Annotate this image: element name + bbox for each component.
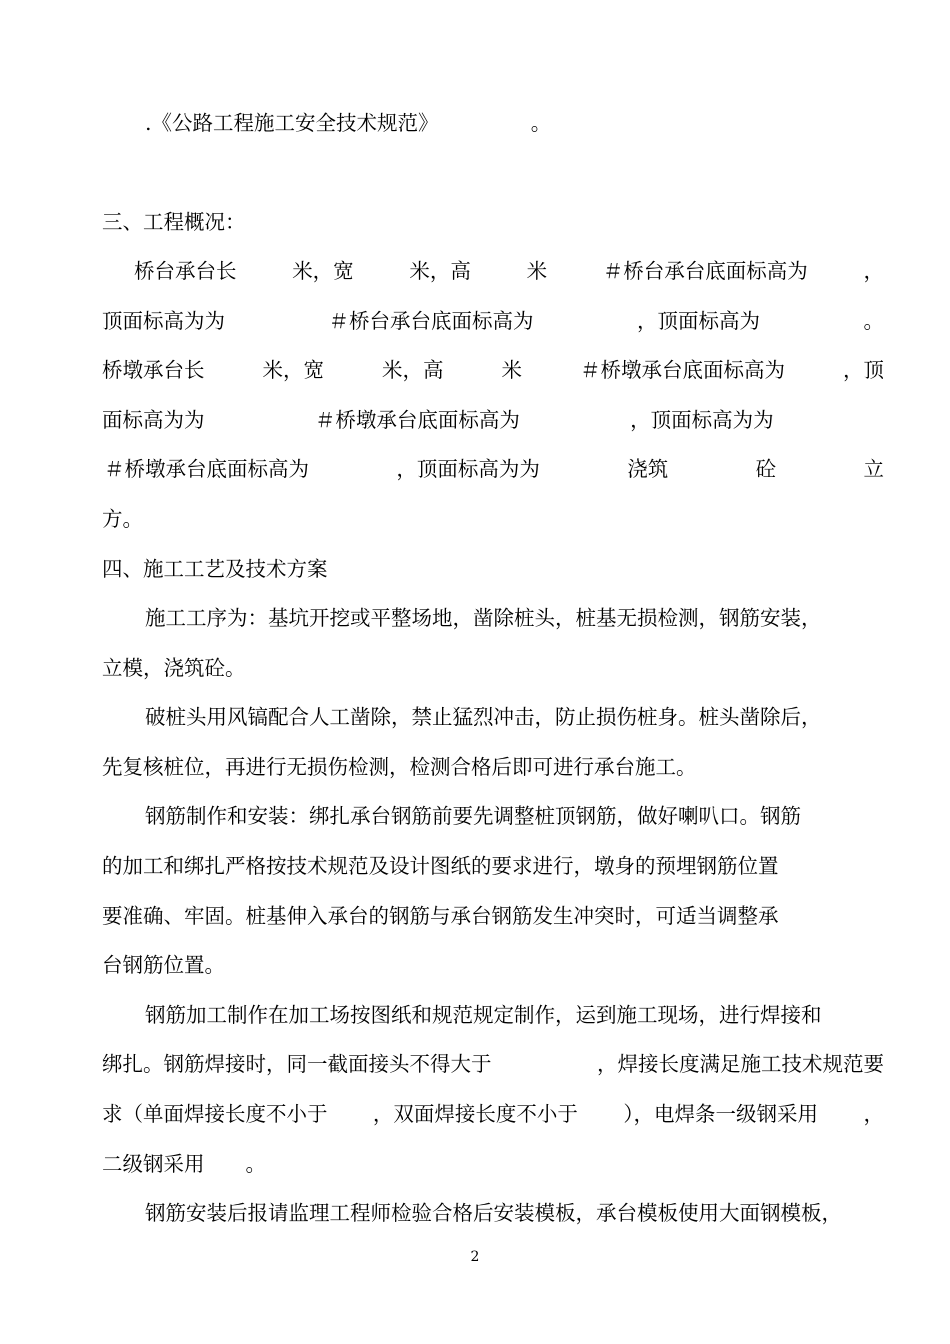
text-line: 钢筋加工制作在加工场按图纸和规范规定制作，运到施工现场，进行焊接和 — [145, 1003, 822, 1027]
text-line: 钢筋制作和安装：绑扎承台钢筋前要先调整桩顶钢筋，做好喇叭口。钢筋 — [145, 804, 801, 828]
text-segment: ，双面焊接长度不小于 — [372, 1102, 578, 1126]
text-line: .《公路工程施工安全技术规范》 。 — [145, 111, 552, 135]
text-segment: ＃桥台承台底面标高为 — [328, 309, 534, 333]
text-line: 要准确、牢固。桩基伸入承台的钢筋与承台钢筋发生冲突时，可适当调整承 — [102, 904, 779, 928]
text-segment: 米 — [526, 259, 548, 283]
text-segment: ， — [863, 259, 884, 283]
text-line: 施工工序为：基坑开挖或平整场地，凿除桩头，桩基无损检测，钢筋安装， — [145, 606, 822, 630]
text-line — [102, 1100, 884, 1128]
text-segment: 。 — [863, 309, 884, 333]
page-number: 2 — [470, 1249, 480, 1265]
text-line: 的加工和绑扎严格按技术规范及设计图纸的要求进行，墩身的预埋钢筋位置 — [102, 854, 779, 878]
text-segment: 米，高 — [382, 358, 444, 382]
text-segment: 顶面标高为为 — [102, 309, 225, 333]
text-segment: 绑扎。钢筋焊接时，同一截面接头不得大于 — [102, 1052, 492, 1076]
text-segment: ，顶面标高为为 — [630, 408, 774, 432]
text-line — [102, 1050, 884, 1078]
text-segment: 米，宽 — [262, 358, 324, 382]
text-segment: 桥墩承台长 — [102, 358, 205, 382]
text-segment: 米 — [501, 358, 522, 382]
text-segment: 立 — [863, 457, 884, 481]
text-segment: 桥台承台长 — [134, 259, 237, 283]
text-segment: 求（单面焊接长度不小于 — [102, 1102, 328, 1126]
text-segment: 砼 — [755, 457, 777, 481]
text-line — [134, 257, 884, 285]
text-line: 立模，浇筑砼。 — [102, 656, 246, 680]
text-segment: ＃桥墩承台底面标高为 — [580, 358, 785, 382]
text-line: 钢筋安装后报请监理工程师检验合格后安装模板，承台模板使用大面钢模板， — [145, 1201, 842, 1225]
text-segment: ＃桥墩承台底面标高为 — [314, 408, 520, 432]
text-line — [102, 406, 884, 434]
text-segment: 米，宽 — [292, 259, 354, 283]
text-segment: 浇筑 — [627, 457, 669, 481]
text-segment: ，焊接长度满足施工技术规范要 — [597, 1052, 884, 1076]
text-line: 破桩头用风镐配合人工凿除，禁止猛烈冲击，防止损伤桩身。桩头凿除后， — [145, 705, 822, 729]
text-segment: ，顶面标高为为 — [396, 457, 540, 481]
section-heading: 四、施工工艺及技术方案 — [102, 557, 328, 581]
text-segment: ＃桥墩承台底面标高为 — [104, 457, 309, 481]
text-segment: ，顶 — [843, 358, 884, 382]
text-line — [102, 307, 884, 335]
text-line: 先复核桩位，再进行无损伤检测，检测合格后即可进行承台施工。 — [102, 755, 697, 779]
text-line: 方。 — [102, 507, 143, 531]
text-line: 二级钢采用 。 — [102, 1152, 266, 1176]
text-line: 台钢筋位置。 — [102, 953, 225, 977]
text-segment: ， — [863, 1102, 884, 1126]
text-segment: 米，高 — [409, 259, 471, 283]
text-line — [104, 455, 884, 483]
text-segment: ，顶面标高为 — [637, 309, 760, 333]
text-segment: ＃桥台承台底面标高为 — [602, 259, 808, 283]
text-segment: 面标高为为 — [102, 408, 205, 432]
text-line — [102, 356, 884, 384]
text-segment: ），电焊条一级钢采用 — [623, 1102, 819, 1126]
section-heading: 三、工程概况： — [102, 210, 246, 234]
